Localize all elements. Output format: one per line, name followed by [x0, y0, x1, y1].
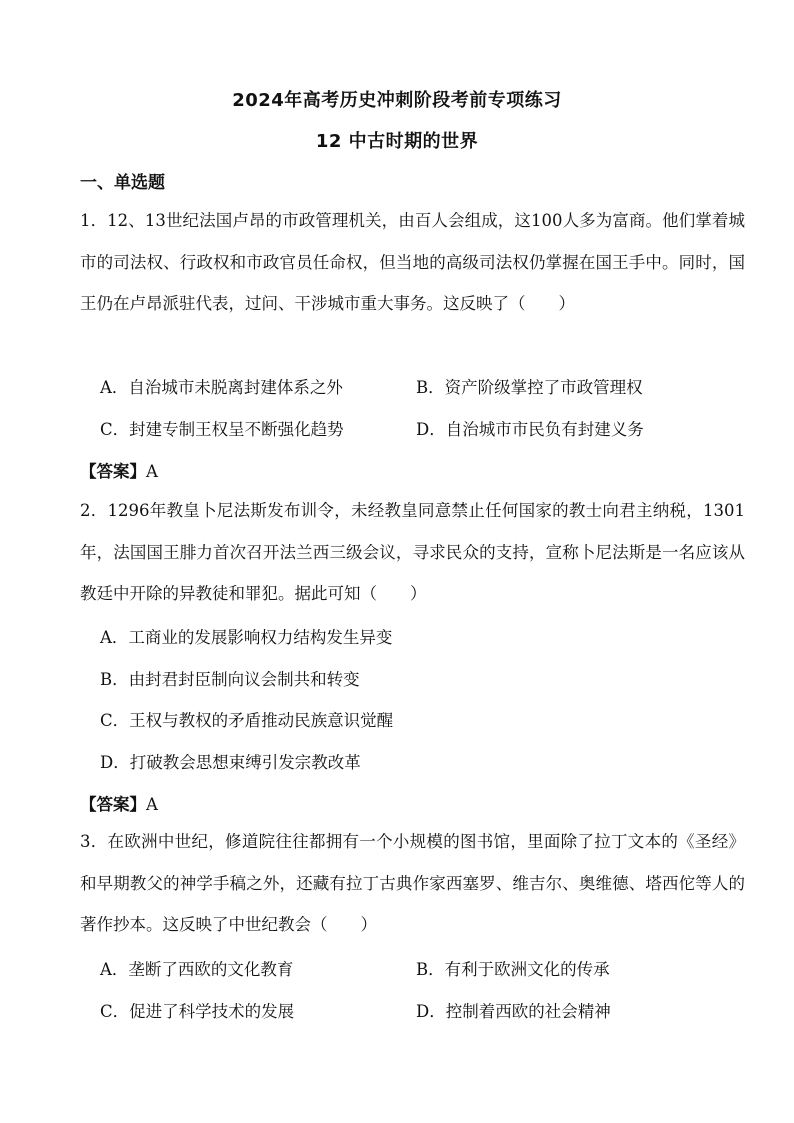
answer-value: A — [146, 795, 158, 814]
question-1-option-b: B．资产阶级掌控了市政管理权 — [416, 378, 643, 397]
question-1-option-d: D．自治城市市民负有封建义务 — [416, 420, 644, 439]
answer-label: 【答案】 — [80, 462, 146, 481]
question-1-stem: 1．12、13世纪法国卢昂的市政管理机关，由百人会组成，这100人多为富商。他们掌着城市的司法权、行政权和市政官员任命权，但当地的高级司法权仍掌握在国王手中。同时，国王仍在卢昂派驻代表，过问、干涉城市重大事务。这反映了（ ） — [80, 211, 745, 313]
question-2-option-d: D．打破教会思想束缚引发宗教改革 — [100, 753, 361, 772]
answer-value: A — [146, 462, 158, 481]
question-3-option-a: A．垄断了西欧的文化教育 — [100, 960, 294, 979]
question-1-answer — [80, 458, 158, 482]
question-3-option-b: B．有利于欧洲文化的传承 — [416, 960, 610, 979]
question-3-stem: 3．在欧洲中世纪，修道院往往都拥有一个小规模的图书馆，里面除了拉丁文本的《圣经》和早期教父的神学手稿之外，还藏有拉丁古典作家西塞罗、维吉尔、奥维德、塔西佗等人的著作抄本。这反映了中世纪教会（ ） — [80, 832, 745, 934]
question-3-option-d: D．控制着西欧的社会精神 — [416, 1002, 611, 1021]
question-2-answer — [80, 791, 158, 815]
question-3-option-c: C．促进了科学技术的发展 — [100, 1002, 295, 1021]
answer-label: 【答案】 — [80, 795, 146, 814]
question-2-stem: 2．1296年教皇卜尼法斯发布训令，未经教皇同意禁止任何国家的教士向君主纳税，1301年，法国国王腓力首次召开法兰西三级会议，寻求民众的支持，宣称卜尼法斯是一名应该从教廷中开除的异教徒和罪犯。据此可知（ ） — [80, 501, 745, 603]
section-heading: 一、单选题 — [80, 173, 165, 193]
document-title: 2024年高考历史冲刺阶段考前专项练习 — [232, 90, 562, 111]
question-2-option-b: B．由封君封臣制向议会制共和转变 — [100, 670, 360, 689]
question-2-option-a: A．工商业的发展影响权力结构发生异变 — [100, 628, 393, 647]
document-subtitle: 12 中古时期的世界 — [315, 131, 479, 152]
question-1-option-c: C．封建专制王权呈不断强化趋势 — [100, 420, 344, 439]
question-2-option-c: C．王权与教权的矛盾推动民族意识觉醒 — [100, 711, 394, 730]
question-1-option-a: A．自治城市未脱离封建体系之外 — [100, 378, 343, 397]
